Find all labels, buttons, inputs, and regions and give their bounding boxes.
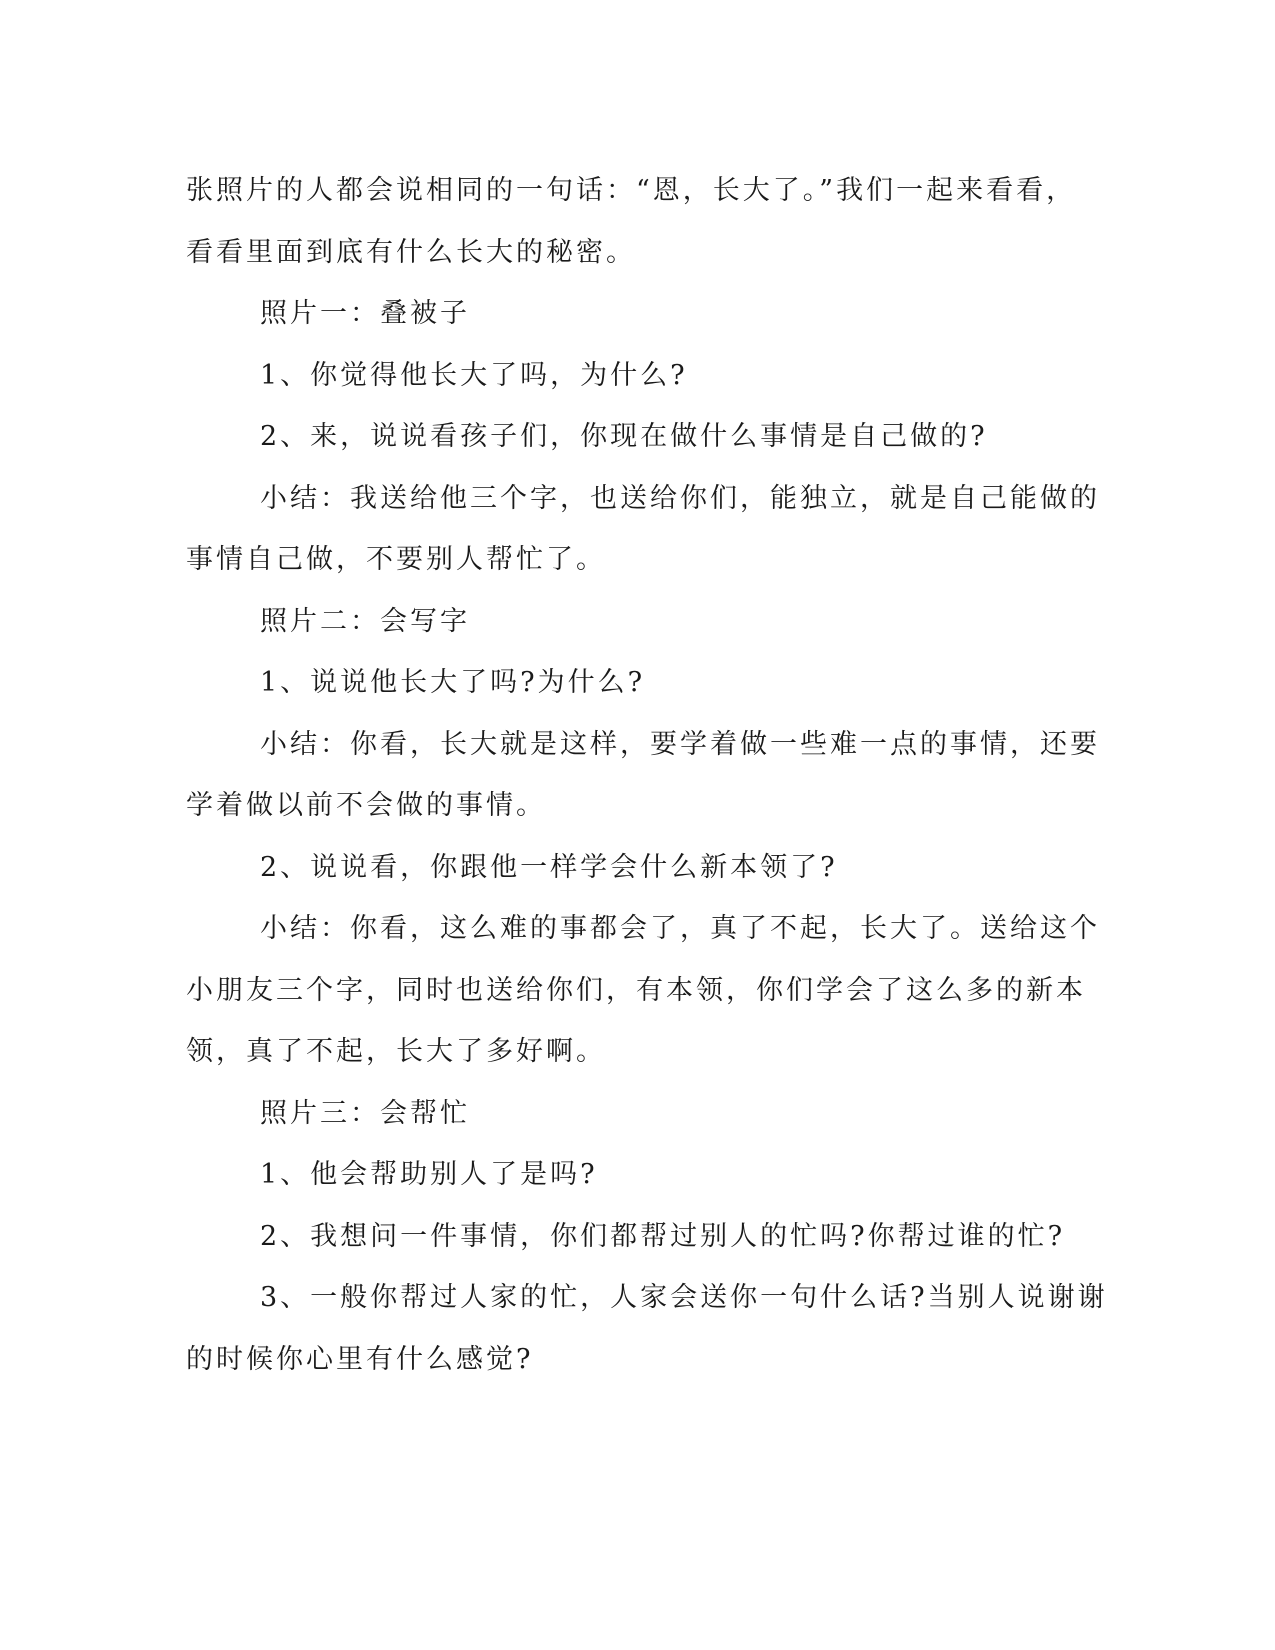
- question-line: 2、说说看，你跟他一样学会什么新本领了?: [260, 851, 838, 883]
- text-line: 张照片的人都会说相同的一句话：“恩，长大了。”我们一起来看看，: [186, 175, 1077, 206]
- summary-line: 小结：你看，这么难的事都会了，真了不起，长大了。送给这个: [260, 913, 1100, 944]
- section-heading-photo-1: 照片一：叠被子: [260, 298, 470, 329]
- section-heading-photo-2: 照片二：会写字: [260, 605, 470, 637]
- text-line: 的时候你心里有什么感觉?: [186, 1343, 534, 1375]
- summary-line: 小结：你看，长大就是这样，要学着做一些难一点的事情，还要: [260, 728, 1100, 760]
- text-line: 领，真了不起，长大了多好啊。: [186, 1036, 606, 1067]
- text-line: 小朋友三个字，同时也送给你们，有本领，你们学会了这么多的新本: [186, 974, 1086, 1006]
- question-line: 1、他会帮助别人了是吗?: [260, 1159, 598, 1190]
- question-line: 2、我想问一件事情，你们都帮过别人的忙吗?你帮过谁的忙?: [260, 1220, 1066, 1252]
- summary-line: 小结：我送给他三个字，也送给你们，能独立，就是自己能做的: [260, 482, 1100, 514]
- text-line: 看看里面到底有什么长大的秘密。: [186, 236, 636, 268]
- question-line: 1、说说他长大了吗?为什么?: [260, 667, 646, 698]
- section-heading-photo-3: 照片三：会帮忙: [260, 1097, 470, 1129]
- text-line: 学着做以前不会做的事情。: [186, 790, 546, 821]
- question-line: 1、你觉得他长大了吗，为什么?: [260, 359, 688, 391]
- question-line: 3、一般你帮过人家的忙，人家会送你一句什么话?当别人说谢谢: [260, 1282, 1108, 1313]
- text-line: 事情自己做，不要别人帮忙了。: [186, 544, 606, 575]
- document-body: [186, 160, 1108, 1390]
- question-line: 2、来，说说看孩子们，你现在做什么事情是自己做的?: [260, 421, 988, 452]
